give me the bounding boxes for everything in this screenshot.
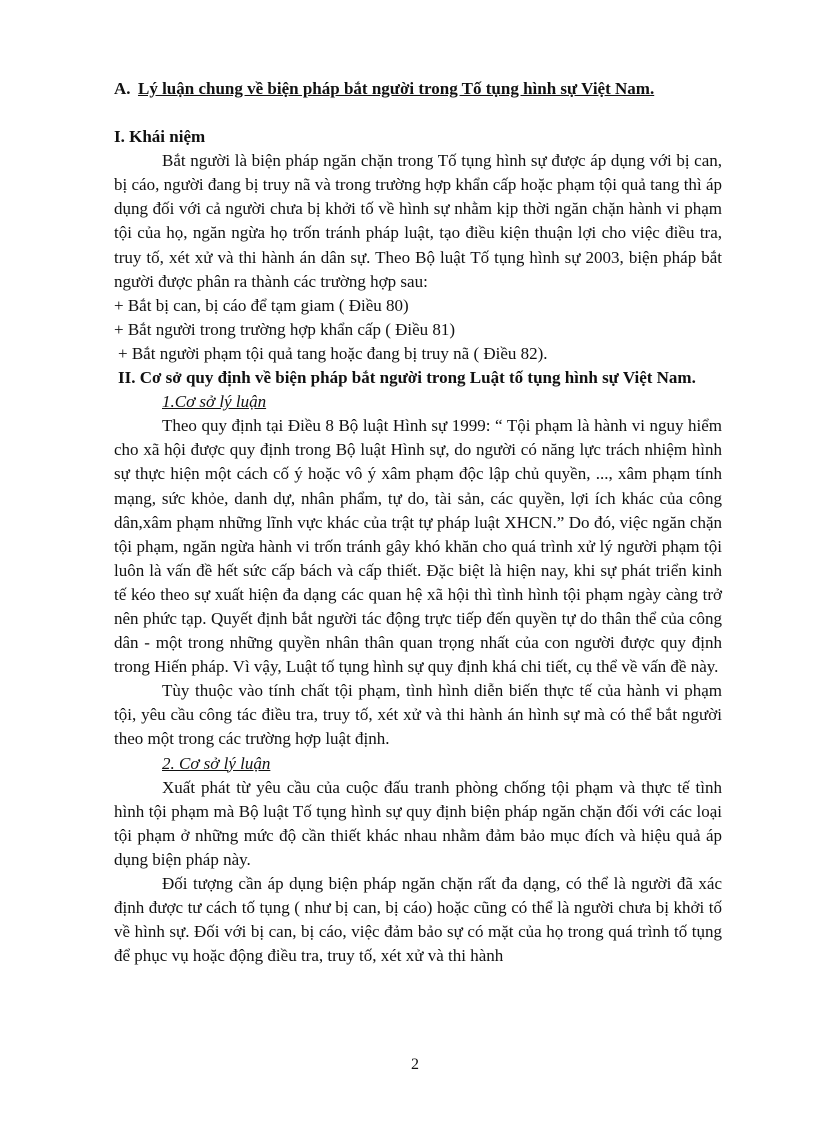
document-body <box>114 77 722 968</box>
bullet-item-3: + Bắt người phạm tội quả tang hoặc đang bị truy nã ( Điều 82). <box>118 343 548 363</box>
paragraph-5: Đối tượng cần áp dụng biện pháp ngăn chặn rất đa dạng, có thể là người đã xác định được tư cách tố tụng ( như bị can, bị cáo) hoặc cũng có thể là người chưa bị khởi tố về hình sự. Đối với bị can, bị cáo, việc đảm bảo sự có mặt của họ trong quá trình tố tụng để phục vụ hoặc động điều tra, truy tố, xét xử và thi hành <box>114 874 722 966</box>
section-a-title <box>114 77 722 101</box>
heading-co-so-quy-dinh: II. Cơ sở quy định về biện pháp bắt người trong Luật tố tụng hình sự Việt Nam. <box>118 368 696 388</box>
heading-khai-niem: I. Khái niệm <box>114 127 206 147</box>
bullet-item-2: + Bắt người trong trường hợp khẩn cấp ( Điều 81) <box>114 319 456 339</box>
bullet-item-1: + Bắt bị can, bị cáo để tạm giam ( Điều 80) <box>114 295 409 315</box>
page-number: 2 <box>411 1056 419 1073</box>
subheading-1: 1.Cơ sở lý luận <box>162 392 267 412</box>
paragraph-1: Bắt người là biện pháp ngăn chặn trong Tố tụng hình sự được áp dụng với bị can, bị cáo, người đang bị truy nã và trong trường hợp khẩn cấp hoặc phạm tội quả tang thì áp dụng đối với cả người chưa bị khởi tố về hình sự nhằm kịp thời ngăn chặn hành vi phạm tội của họ, ngăn ngừa họ trốn tránh pháp luật, tạo điều kiện thuận lợi cho việc điều tra, truy tố, xét xử và thi hành án dân sự. Theo Bộ luật Tố tụng hình sự 2003, biện pháp bắt người được phân ra thành các trường hợp sau: <box>114 151 722 291</box>
section-a-title-text: Lý luận chung về biện pháp bắt người trong Tố tụng hình sự Việt Nam. <box>138 79 655 98</box>
paragraph-3: Tùy thuộc vào tính chất tội phạm, tình hình diễn biến thực tế của hành vi phạm tội, yêu cầu công tác điều tra, truy tố, xét xử và thi hành án hình sự mà có thể bắt người theo một trong các trường hợp luật định. <box>114 681 722 749</box>
paragraph-4: Xuất phát từ yêu cầu của cuộc đấu tranh phòng chống tội phạm và thực tế tình hình tội phạm mà Bộ luật Tố tụng hình sự quy định biện pháp ngăn chặn đối với các loại tội phạm ở những mức độ cần thiết khác nhau nhằm đảm bảo mục đích và hiệu quả áp dụng biện pháp này. <box>114 777 722 869</box>
subheading-2: 2. Cơ sở lý luận <box>162 753 271 773</box>
section-a-label: A. <box>114 79 131 98</box>
paragraph-2: Theo quy định tại Điều 8 Bộ luật Hình sự 1999: “ Tội phạm là hành vi nguy hiểm cho xã hội được quy định trong Bộ luật Hình sự, do người có năng lực trách nhiệm hình sự thực hiện một cách cố ý hoặc vô ý xâm phạm độc lập chủ quyền, ..., xâm phạm tính mạng, sức khỏe, danh dự, nhân phẩm, tự do, tài sản, các quyền, lợi ích khác của công dân,xâm phạm những lĩnh vực khác của trật tự pháp luật XHCN.” Do đó, việc ngăn chặn tội phạm, ngăn ngừa hành vi trốn tránh gây khó khăn cho quá trình xử lý người phạm tội luôn là vấn đề hết sức cấp bách và cấp thiết. Đặc biệt là hiện nay, khi sự phát triển kinh tế kéo theo sự xuất hiện đa dạng các quan hệ xã hội thì tình hình tội phạm ngày càng trở nên phức tạp. Quyết định bắt người tác động trực tiếp đến quyền tự do thân thể của công dân - một trong những quyền nhân thân quan trọng nhất của con người được quy định trong Hiến pháp. Vì vậy, Luật tố tụng hình sự quy định khá chi tiết, cụ thể về vấn đề này. <box>114 416 722 677</box>
